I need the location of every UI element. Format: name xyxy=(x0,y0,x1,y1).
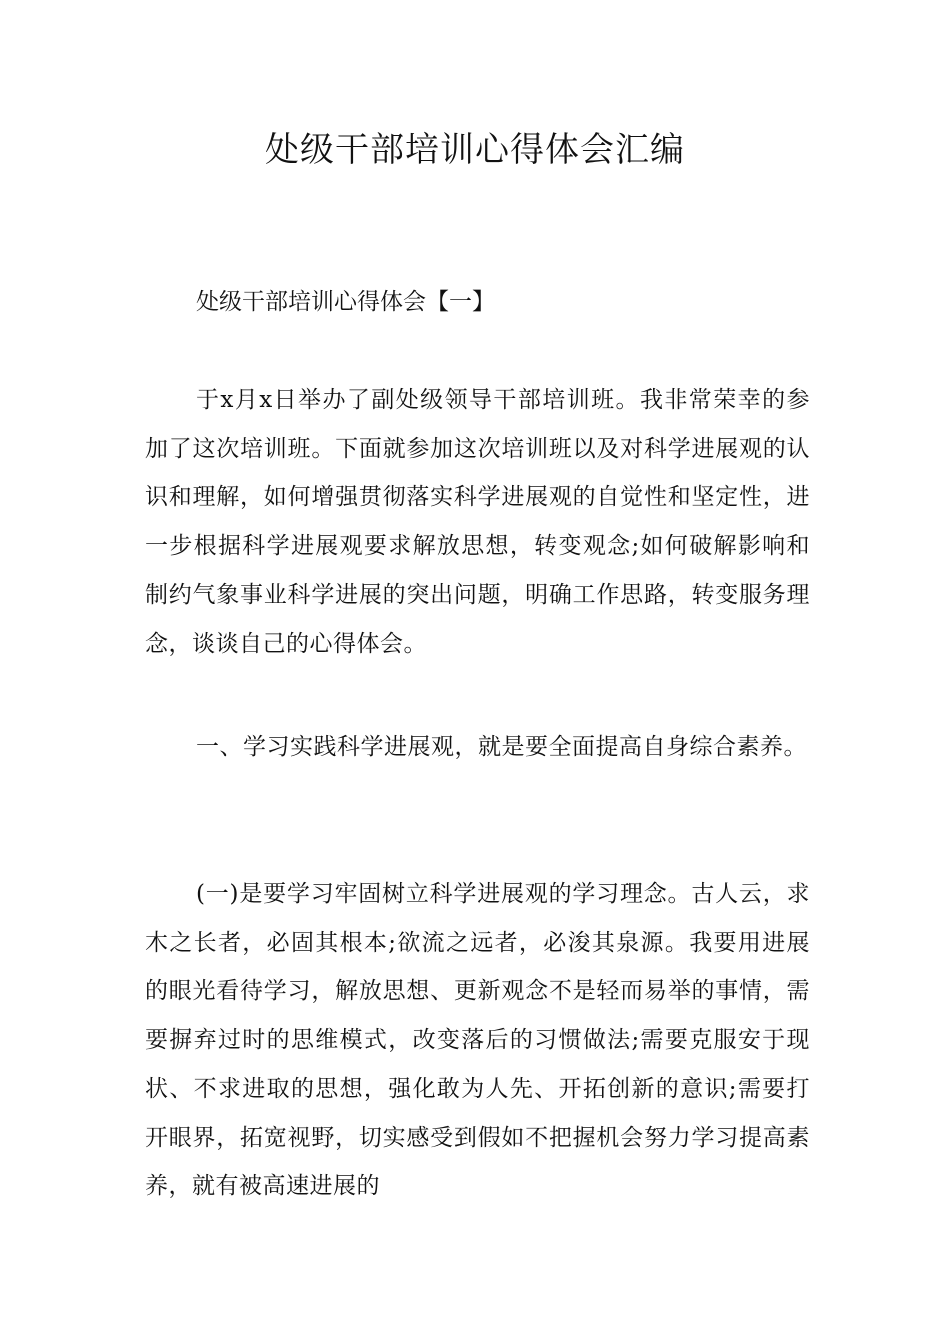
body-paragraph-2: 一、学习实践科学进展观，就是要全面提高自身综合素养。 xyxy=(196,734,807,760)
body-paragraph-1: 于x月x日举办了副处级领导干部培训班。我非常荣幸的参加了这次培训班。下面就参加这次培训班以及对科学进展观的认识和理解，如何增强贯彻落实科学进展观的自觉性和坚定性，进一步根据科学进展观要求解放思想，转变观念;如何破解影响和制约气象事业科学进展的突出问题，明确工作思路，转变服务理念，谈谈自己的心得体会。 xyxy=(145,387,810,657)
document-title: 处级干部培训心得体会汇编 xyxy=(265,130,685,170)
section-heading: 处级干部培训心得体会【一】 xyxy=(196,289,495,315)
body-paragraph-3: (一)是要学习牢固树立科学进展观的学习理念。古人云，求木之长者，必固其根本;欲流之远者，必浚其泉源。我要用进展的眼光看待学习，解放思想、更新观念不是轻而易举的事情，需要摒弃过时的思维模式，改变落后的习惯做法;需要克服安于现状、不求进取的思想，强化敢为人先、开拓创新的意识;需要打开眼界，拓宽视野，切实感受到假如不把握机会努力学习提高素养，就有被高速进展的 xyxy=(145,881,810,1200)
